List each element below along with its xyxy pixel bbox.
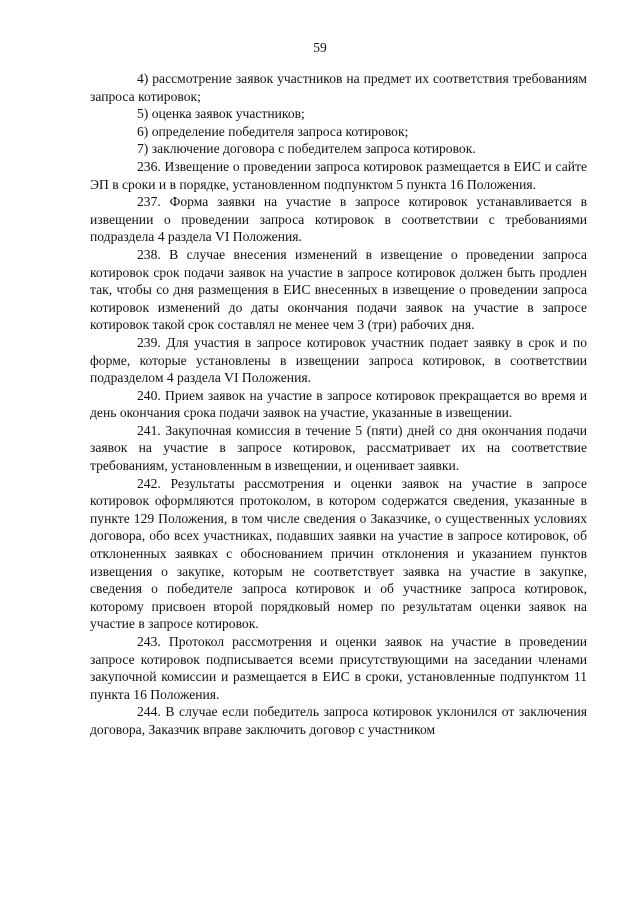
list-item-5: 5) оценка заявок участников; — [137, 106, 305, 122]
paragraph-240: 240. Прием заявок на участие в запросе котировок прекращается во время и день окончания срока подачи заявок на участие, указанные в извещении. — [90, 387, 587, 421]
paragraph-239: 239. Для участия в запросе котировок участник подает заявку в срок и по форме, которые установлены в извещении запроса котировок, в соответствии подразделом 4 раздела VI Положения. — [90, 334, 587, 386]
paragraph-241: 241. Закупочная комиссия в течение 5 (пяти) дней со дня окончания подачи заявок на участие в запросе котировок, рассматривает их на соответствие требованиям, установленным в извещении, и оценивает заявки. — [90, 422, 587, 474]
paragraph-236: 236. Извещение о проведении запроса котировок размещается в ЕИС и сайте ЭП в сроки и в порядке, установленном подпунктом 5 пункта 16 Положения. — [90, 158, 587, 192]
list-item-4: 4) рассмотрение заявок участников на предмет их соответствия требованиям запроса котировок; — [90, 71, 587, 104]
paragraph-242: 242. Результаты рассмотрения и оценки заявок на участие в запросе котировок оформляются протоколом, в котором содержатся сведения, указанные в пункте 129 Положения, в том числе сведения о Заказчике, о существенных условиях договора, обо всех участниках, подавших заявки на участие в запросе котировок, об отклоненных заявках с обоснованием причин отклонения и указанием пунктов извещения о закупке, которым не соответствует заявка на участие в закупке, сведения о победителе запроса котировок и об участнике запроса котировок, которому присвоен второй порядковый номер по результатам оценки заявок на участие в запросе котировок. — [90, 475, 587, 632]
paragraph-238: 238. В случае внесения изменений в извещение о проведении запроса котировок срок подачи заявок на участие в запросе котировок должен быть продлен так, чтобы со дня размещения в ЕИС внесенных в извещение о проведении запроса котировок изменений до даты окончания подачи заявок на участие в запросе котировок такой срок составлял не менее чем 3 (три) рабочих дня. — [90, 246, 587, 333]
page-number: 59 — [313, 40, 327, 55]
list-item-7: 7) заключение договора с победителем запроса котировок. — [137, 141, 476, 157]
list-item-6: 6) определение победителя запроса котировок; — [137, 123, 409, 139]
document-body — [90, 70, 587, 739]
paragraph-243: 243. Протокол рассмотрения и оценки заявок на участие в проведении запросе котировок подписывается всеми присутствующими на заседании членами закупочной комиссии и размещается в ЕИС в сроки, установленные подпунктом 11 пункта 16 Положения. — [90, 634, 587, 702]
paragraph-237: 237. Форма заявки на участие в запросе котировок устанавливается в извещении о проведении запроса котировок в соответствии с требованиями подраздела 4 раздела VI Положения. — [90, 194, 587, 245]
paragraph-244: 244. В случае если победитель запроса котировок уклонился от заключения договора, Заказчик вправе заключить договор с участником — [90, 704, 587, 737]
